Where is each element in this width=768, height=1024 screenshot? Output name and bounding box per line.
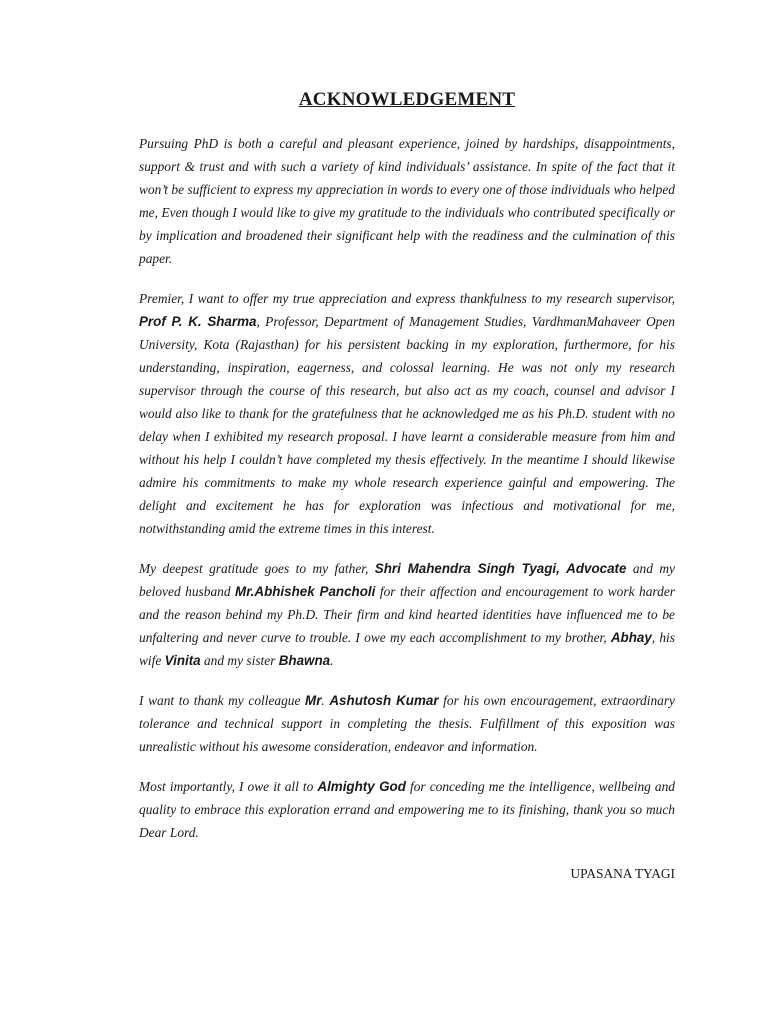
paragraph-3-text-e: and my sister xyxy=(200,653,279,668)
brother-name: Abhay xyxy=(610,630,652,645)
signature: UPASANA TYAGI xyxy=(570,866,675,881)
paragraph-4-text-b: . xyxy=(321,693,330,708)
page-title: ACKNOWLEDGEMENT xyxy=(298,89,516,110)
paragraph-1-text: Pursuing PhD is both a careful and pleasant experience, joined by hardships, disappointments, support & trust and with such a variety of kind individuals’ assistance. In spite of the fact that it won’t be sufficient to express my appreciation in words to every one of those individuals who helped me, Even though I would like to give my gratitude to the individuals who contributed specifically or by implication and broadened their significant help with the readiness and the culmination of this paper. xyxy=(139,136,675,266)
father-name: Shri Mahendra Singh Tyagi, Advocate xyxy=(374,561,627,576)
husband-name: Mr.Abhishek Pancholi xyxy=(235,584,376,599)
paragraph-2-text-b: , Professor, Department of Management Studies, VardhmanMahaveer Open University, Kota (Rajasthan) for his persistent backing in my exploration, furthermore, for his understanding, inspiration, eagerness, and colossal learning. He was not only my research supervisor through the course of this research, but also act as my coach, counsel and advisor I would also like to thank for the gratefulness that he acknowledged me as his Ph.D. student with no delay when I exhibited my research proposal. I have learnt a considerable measure from him and without his help I couldn’t have completed my thesis effectively. In the meantime I should likewise admire his commitments to make my whole research experience gainful and empowering. The delight and excitement he has for exploration was infectious and motivational for me, notwithstanding amid the extreme times in this interest. xyxy=(139,314,675,536)
paragraph-3-text-f: . xyxy=(330,653,334,668)
paragraph-4-text-a: I want to thank my colleague xyxy=(139,693,306,708)
acknowledgement-page xyxy=(139,0,675,884)
sister-in-law-name: Vinita xyxy=(164,653,201,668)
paragraph-3 xyxy=(139,557,675,672)
paragraph-5-text-a: Most importantly, I owe it all to xyxy=(139,779,318,794)
paragraph-1 xyxy=(139,132,675,270)
paragraph-5 xyxy=(139,775,675,844)
paragraph-3-text-c: for their affection and encouragement to work harder and the reason behind my Ph.D. Their firm and kind hearted identities have influenced me to be unfaltering and never curve to trouble. I owe my each accomplishment to my brother, xyxy=(139,584,675,645)
paragraph-3-text-a: My deepest gratitude goes to my father, xyxy=(139,561,375,576)
sister-name: Bhawna xyxy=(278,653,331,668)
paragraph-2-text-a: Premier, I want to offer my true appreciation and express thankfulness to my research supervisor, xyxy=(139,291,675,306)
almighty-god: Almighty God xyxy=(317,779,406,794)
paragraph-3-text-d: , his wife xyxy=(139,630,675,668)
supervisor-name: Prof P. K. Sharma xyxy=(139,314,257,329)
paragraph-4-text-c: for his own encouragement, extraordinary tolerance and technical support in completing the thesis. Fulfillment of this exposition was unrealistic without his awesome consideration, endeavor and information. xyxy=(139,693,675,754)
paragraph-4 xyxy=(139,689,675,758)
paragraph-2 xyxy=(139,287,675,540)
paragraph-3-text-b: and my beloved husband xyxy=(139,561,675,599)
colleague-name: Ashutosh Kumar xyxy=(329,693,439,708)
paragraph-5-text-b: for conceding me the intelligence, wellbeing and quality to embrace this exploration errand and empowering me to its finishing, thank you so much Dear Lord. xyxy=(139,779,676,840)
colleague-title: Mr xyxy=(305,693,322,708)
